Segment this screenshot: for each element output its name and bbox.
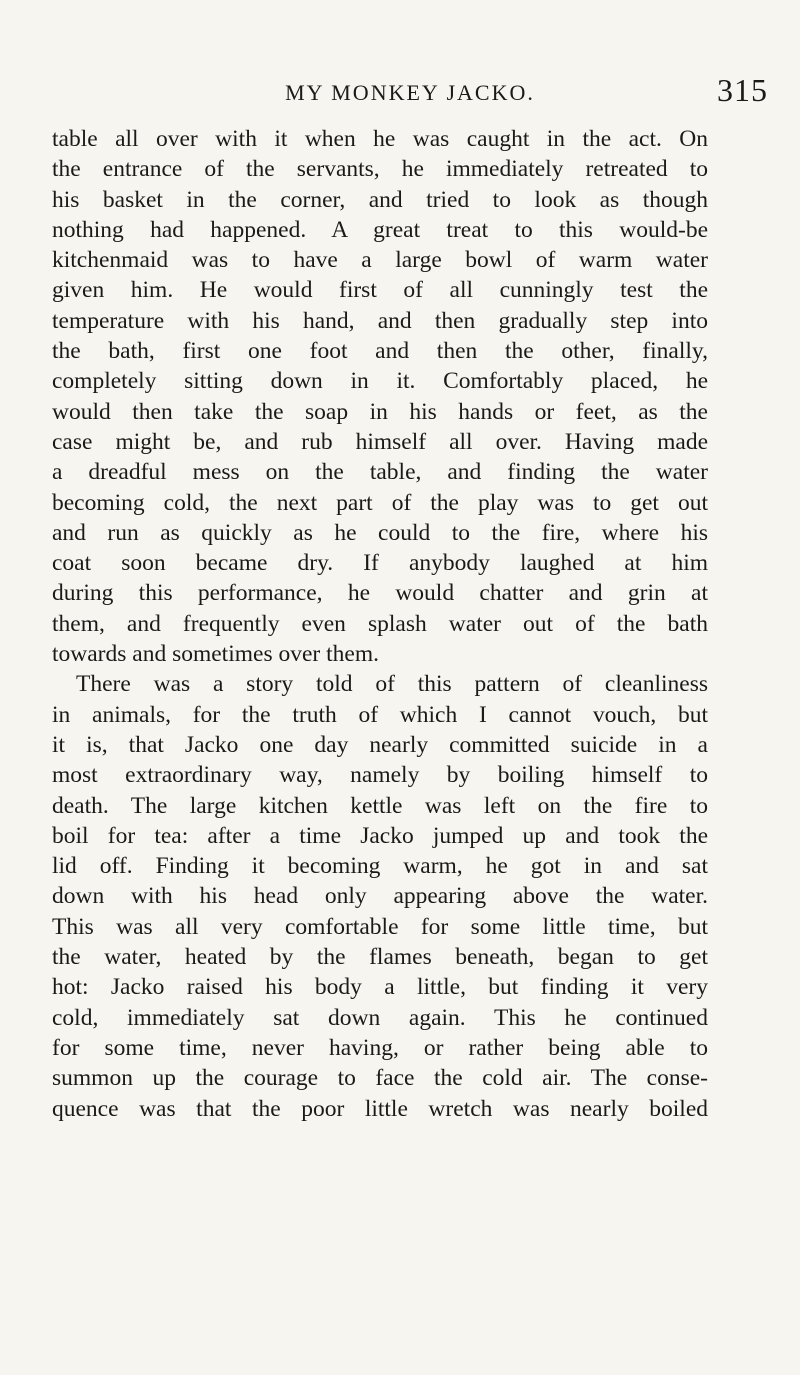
page-number: 315 — [717, 72, 768, 108]
text-line: death. The large kitchen kettle was left on the fire to — [52, 792, 708, 819]
text-line: in animals, for the truth of which I cannot vouch, but — [52, 701, 708, 728]
running-head — [52, 72, 768, 112]
text-line: for some time, never having, or rather being able to — [52, 1034, 708, 1061]
text-line: the bath, first one foot and then the other, finally, — [52, 338, 708, 365]
text-line: the water, heated by the flames beneath, began to get — [52, 944, 708, 971]
text-line: his basket in the corner, and tried to look as though — [52, 186, 708, 213]
paragraph-start-line: There was a story told of this pattern of cleanliness — [76, 671, 708, 698]
text-line: lid off. Finding it becoming warm, he got in and sat — [52, 853, 708, 880]
body-text — [52, 124, 708, 1124]
text-line: cold, immediately sat down again. This he continued — [52, 1004, 708, 1031]
text-line: hot: Jacko raised his body a little, but finding it very — [52, 974, 708, 1001]
text-line: summon up the courage to face the cold air. The conse- — [52, 1065, 708, 1092]
text-line: kitchenmaid was to have a large bowl of warm water — [52, 247, 708, 274]
text-line: them, and frequently even splash water out of the bath — [52, 610, 708, 637]
text-line: a dreadful mess on the table, and finding the water — [52, 459, 708, 486]
paragraph-end-line: towards and sometimes over them. — [52, 641, 379, 668]
text-line: most extraordinary way, namely by boiling himself to — [52, 762, 708, 789]
text-line: case might be, and rub himself all over. Having made — [52, 428, 708, 455]
text-line: during this performance, he would chatter and grin at — [52, 580, 708, 607]
running-title: MY MONKEY JACKO. — [285, 80, 535, 105]
text-line: the entrance of the servants, he immediately retreated to — [52, 156, 708, 183]
text-line: down with his head only appearing above the water. — [52, 883, 708, 910]
text-line: table all over with it when he was caught in the act. On — [52, 126, 708, 152]
text-line: quence was that the poor little wretch was nearly boiled — [52, 1095, 708, 1122]
text-line: it is, that Jacko one day nearly committed suicide in a — [52, 731, 708, 758]
text-line: temperature with his hand, and then gradually step into — [52, 307, 708, 334]
text-line: boil for tea: after a time Jacko jumped up and took the — [52, 822, 708, 849]
text-line: completely sitting down in it. Comfortably placed, he — [52, 368, 708, 395]
text-line: This was all very comfortable for some little time, but — [52, 913, 708, 940]
text-line: coat soon became dry. If anybody laughed at him — [52, 550, 708, 577]
text-line: given him. He would first of all cunningly test the — [52, 277, 708, 304]
text-line: nothing had happened. A great treat to this would-be — [52, 216, 708, 243]
text-line: and run as quickly as he could to the fire, where his — [52, 519, 708, 546]
text-line: becoming cold, the next part of the play was to get out — [52, 489, 708, 516]
text-line: would then take the soap in his hands or feet, as the — [52, 398, 708, 425]
